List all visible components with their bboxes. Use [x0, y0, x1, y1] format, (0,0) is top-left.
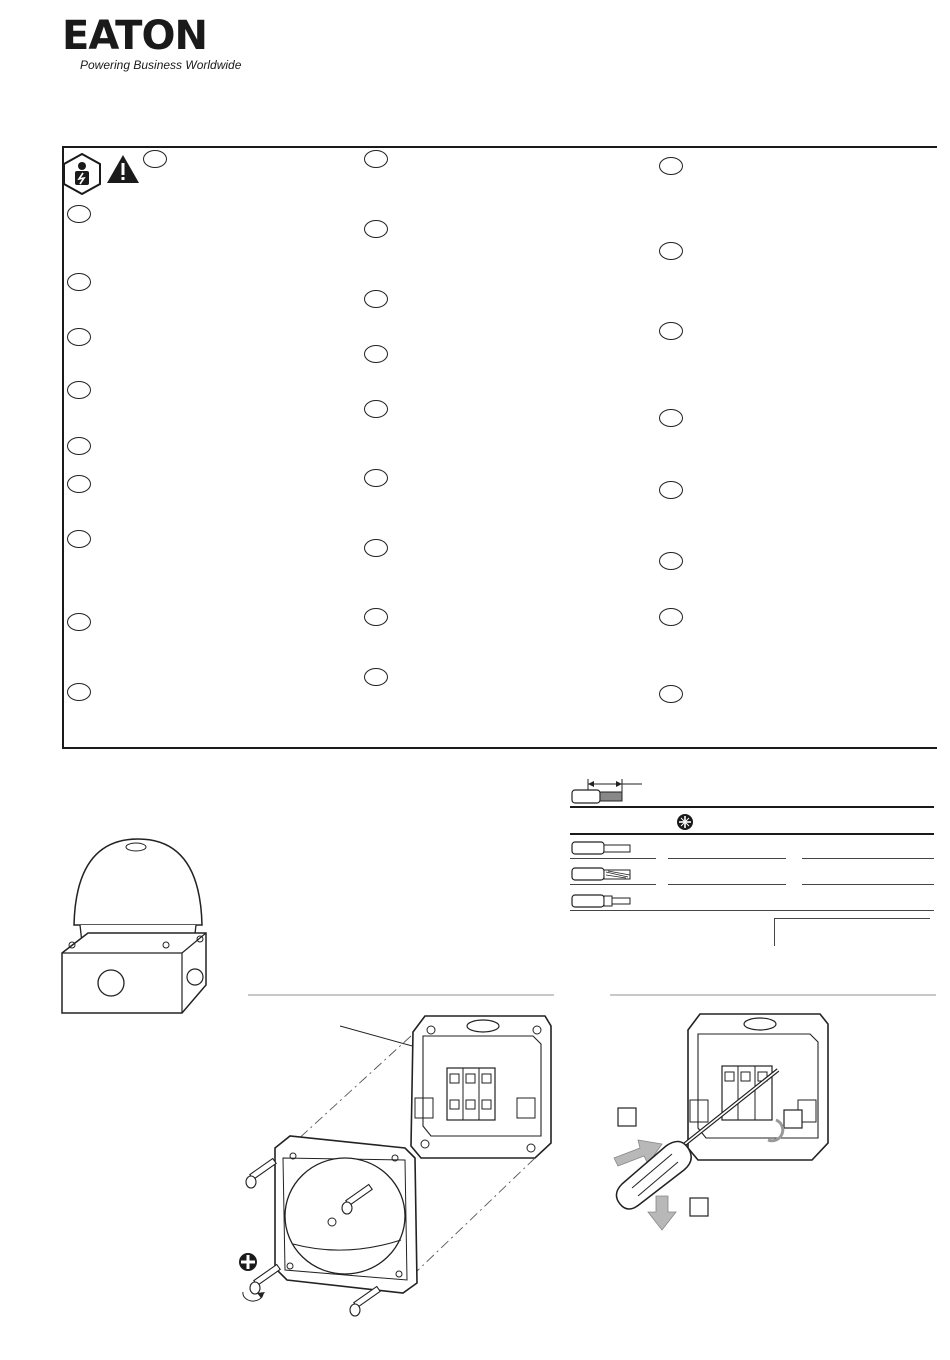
language-bubble: [364, 220, 388, 238]
step-divider: [610, 994, 936, 996]
table-row-rule: [802, 858, 934, 859]
language-bubble: [67, 530, 91, 548]
language-bubble: [659, 481, 683, 499]
language-bubble: [659, 409, 683, 427]
electrician-warning-icon: [62, 153, 102, 195]
language-bubble: [364, 150, 388, 168]
step-divider: [248, 994, 554, 996]
language-bubble: [364, 400, 388, 418]
table-row-rule: [802, 884, 934, 885]
language-bubble: [67, 475, 91, 493]
bottom-divider: [62, 747, 937, 749]
language-bubble: [364, 608, 388, 626]
language-bubble: [67, 437, 91, 455]
table-bottom-rule: [570, 910, 934, 911]
language-bubble: [659, 685, 683, 703]
table-bracket-rule: [774, 918, 930, 919]
language-bubble: [659, 552, 683, 570]
terminal-release-illustration: [610, 1008, 840, 1238]
assembly-illustration: [235, 1008, 565, 1338]
language-bubble: [659, 608, 683, 626]
language-bubble: [67, 381, 91, 399]
language-bubble: [659, 322, 683, 340]
language-bubble: [67, 328, 91, 346]
pozidriv-icon: [676, 813, 694, 831]
language-bubble: [364, 345, 388, 363]
language-bubble: [659, 157, 683, 175]
language-bubble: [364, 539, 388, 557]
language-bubble: [67, 205, 91, 223]
wire-strip-length-icon: [570, 776, 650, 808]
phillips-cross-icon: [238, 1252, 258, 1272]
solid-wire-icon: [570, 838, 634, 858]
language-bubble: [659, 242, 683, 260]
warning-triangle-icon: [106, 154, 140, 184]
left-divider: [62, 146, 64, 749]
language-bubble: [67, 683, 91, 701]
table-row-rule: [570, 884, 656, 885]
eaton-logo: EATON: [62, 13, 207, 59]
ferrule-wire-icon: [570, 891, 634, 911]
table-row-rule: [668, 884, 786, 885]
stranded-wire-icon: [570, 864, 634, 884]
language-bubble: [364, 290, 388, 308]
language-bubble: [67, 273, 91, 291]
brand-tagline: Powering Business Worldwide: [80, 58, 242, 72]
top-divider: [62, 146, 937, 148]
table-bracket: [774, 918, 775, 946]
table-header-rule: [570, 833, 934, 835]
language-bubble: [143, 150, 167, 168]
table-top-rule: [570, 806, 934, 808]
table-row-rule: [570, 858, 656, 859]
language-bubble: [364, 469, 388, 487]
table-row-rule: [668, 858, 786, 859]
language-bubble: [67, 613, 91, 631]
language-bubble: [364, 668, 388, 686]
product-illustration: [58, 835, 218, 1030]
